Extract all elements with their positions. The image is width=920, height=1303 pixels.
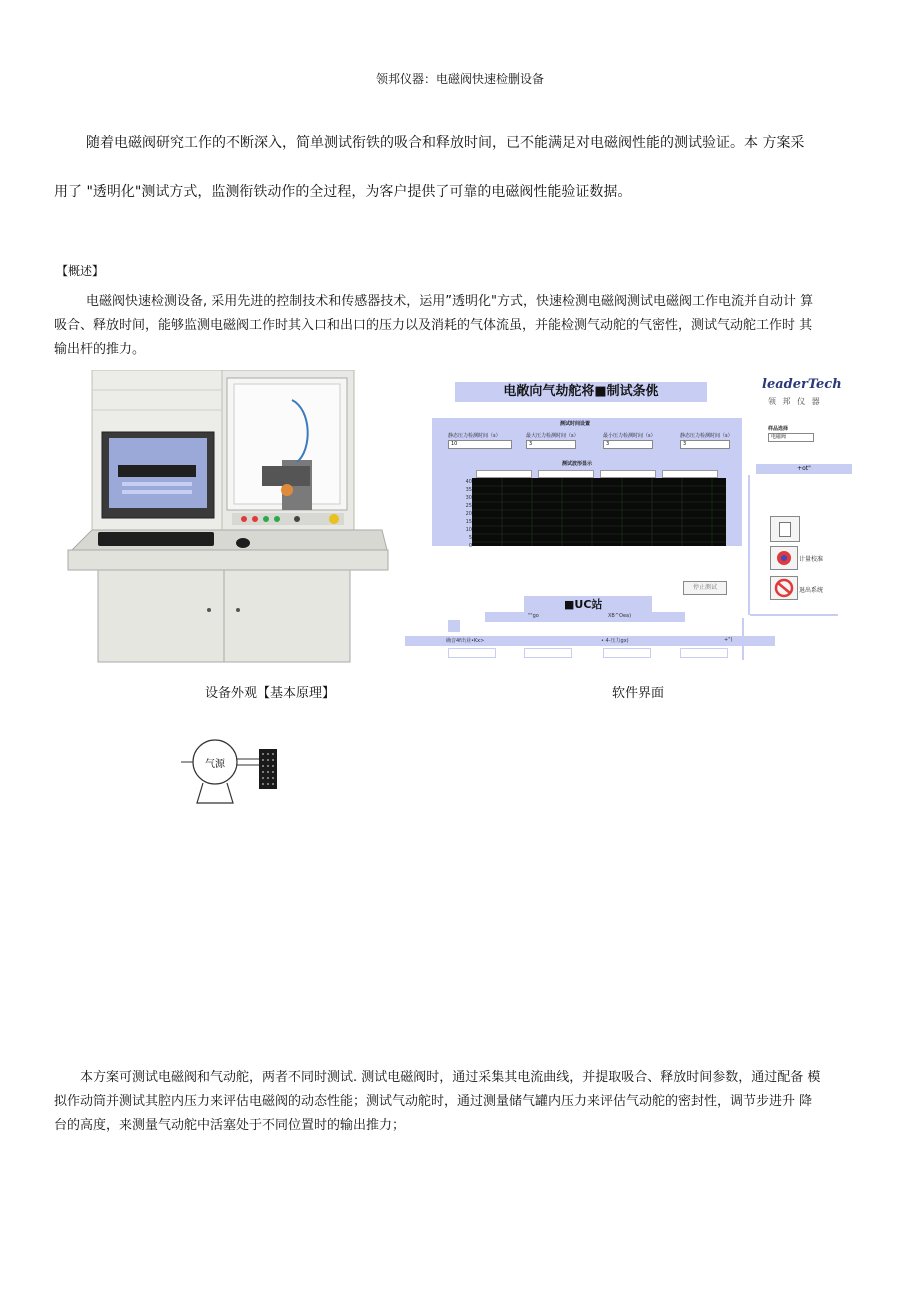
muc-station-label: ■UC站 <box>524 596 652 614</box>
overview-line-1: 电磁阀快速检测设备, 采用先进的控制技术和传感器技术，运用”透明化"方式，快速检测电磁阀测试电磁阀工作电流并自动计 算 <box>86 294 814 309</box>
time-field-label-1: 静态压力检测时间（s） <box>448 433 501 439</box>
side-value: +ot" <box>756 464 852 474</box>
leadertech-logo-subtitle: 领 邦 仪 器 <box>768 397 822 406</box>
calibrate-icon <box>771 547 797 569</box>
y-tick: 10 <box>465 527 472 533</box>
time-field-input-2[interactable]: 3 <box>526 440 576 449</box>
readout-bar <box>485 612 685 622</box>
left-figure-caption: 设备外观【基本原理】 <box>205 686 336 701</box>
readout-4: • 4-压力gx) <box>601 638 629 644</box>
intro-line-1: 随着电磁阀研究工作的不断深入，简单测试衔铁的吸合和释放时间，已不能满足对电磁阀性能的测试验证。本 方案采 <box>86 135 805 151</box>
no-entry-icon <box>771 577 797 599</box>
time-field-input-1[interactable]: 10 <box>448 440 512 449</box>
stop-test-button[interactable]: 停止测试 <box>683 581 727 595</box>
y-tick: 20 <box>465 511 472 517</box>
exit-label: 退出系统 <box>799 587 824 594</box>
readout-2: XB^Oea) <box>608 613 632 619</box>
y-tick: 35 <box>465 487 472 493</box>
right-figure-caption: 软件界面 <box>612 686 665 701</box>
body-line-1: 本方案可测试电磁阀和气动舵，两者不同时测试. 测试电磁阀时，通过采集其电流曲线，并提取吸合、释放时间参数，通过配备 模 <box>80 1070 821 1085</box>
divider <box>750 614 838 616</box>
software-title: 电敞向气劫舵将■制试条佻 <box>455 382 707 402</box>
intro-line-2: 用了 "透明化"测试方式，监测衔铁动作的全过程，为客户提供了可靠的电磁阀性能验证数据。 <box>54 184 632 200</box>
calibrate-button[interactable] <box>770 546 798 570</box>
time-field-input-3[interactable]: 3 <box>603 440 653 449</box>
readout-5: +") <box>724 637 733 643</box>
calibrate-label: 计量校准 <box>799 556 824 563</box>
time-field-label-4: 静态压力检测时间（s） <box>680 433 733 439</box>
legend-item-4 <box>662 470 718 478</box>
y-axis-ticks <box>462 478 472 550</box>
equipment-photo <box>62 370 390 666</box>
page-header-title: 领邦仪器：电磁阀快速检删设备 <box>375 72 544 86</box>
time-field-input-4[interactable]: 3 <box>680 440 730 449</box>
readout-field <box>603 648 651 658</box>
readout-3: 确音4f出业•Kx> <box>446 638 485 644</box>
square-button[interactable] <box>770 516 800 542</box>
legend-item-3 <box>600 470 656 478</box>
doc-icon <box>779 522 791 537</box>
time-settings-header: 测试时间设置 <box>560 421 591 427</box>
readout-field <box>448 648 496 658</box>
air-source-label: 气源 <box>205 759 225 770</box>
readout-field <box>680 648 728 658</box>
waveform-chart <box>452 478 730 548</box>
overview-heading: 【概述】 <box>56 264 105 278</box>
readout-field <box>524 648 572 658</box>
y-tick: 0 <box>468 543 472 549</box>
legend-item-2 <box>538 470 594 478</box>
wave-display-header: 测试波形显示 <box>562 461 593 467</box>
sample-select[interactable]: 电磁阀 <box>768 433 814 442</box>
time-field-label-2: 最大压力检测时间（s） <box>526 433 579 439</box>
y-tick: 30 <box>465 495 472 501</box>
overview-line-2: 吸合、释放时间，能够监测电磁阀工作时其入口和出口的压力以及消耗的气体流虽，并能检测气动舵的气密性，测试气动舵工作时 其 <box>54 318 813 333</box>
sample-select-label: 样品选择 <box>768 426 789 432</box>
readout-1: ""go <box>528 613 539 619</box>
exit-button[interactable] <box>770 576 798 600</box>
body-line-3: 台的高度，来测量气动舵中活塞处于不同位置时的输出推力； <box>54 1118 406 1133</box>
body-line-2: 拟作动筒并测试其腔内压力来评估电磁阀的动态性能；测试气动舵时，通过测量储气罐内压力来评估气动舵的密封性，调节步进升 降 <box>54 1094 813 1109</box>
divider <box>748 475 750 615</box>
legend-item-1 <box>476 470 532 478</box>
time-field-label-3: 最小压力检测时间（s） <box>603 433 656 439</box>
air-source-diagram <box>175 735 285 810</box>
y-tick: 25 <box>465 503 472 509</box>
y-tick: 5 <box>468 535 472 541</box>
y-tick: 15 <box>465 519 472 525</box>
y-tick: 40 <box>465 479 472 485</box>
indicator-box <box>448 620 460 632</box>
divider <box>742 618 744 660</box>
overview-line-3: 输出杆的推力。 <box>54 342 146 357</box>
leadertech-logo: leaderTech <box>762 377 842 392</box>
